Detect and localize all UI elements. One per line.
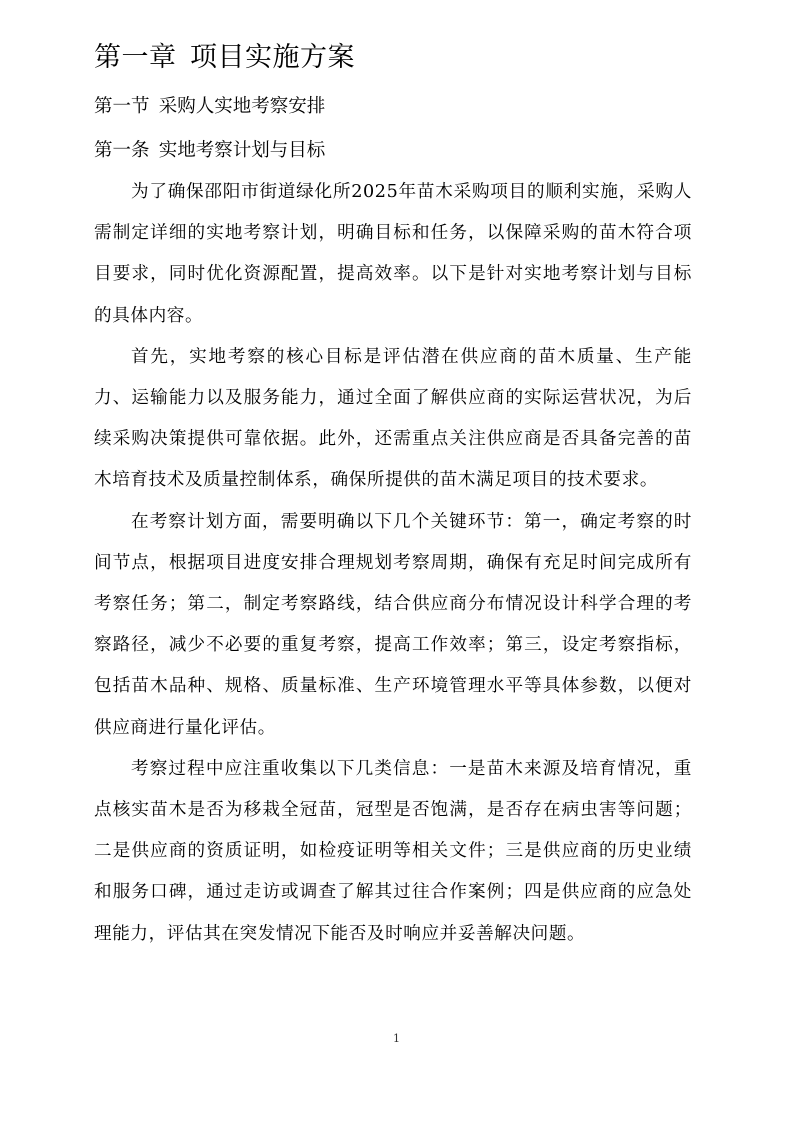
paragraph-objectives: 首先，实地考察的核心目标是评估潜在供应商的苗木质量、生产能力、运输能力以及服务能力，通过全面了解供应商的实际运营状况，为后续采购决策提供可靠依据。此外，还需重点关注供应商是否具备完善的苗木培育技术及质量控制体系，确保所提供的苗木满足项目的技术要求。 — [94, 346, 692, 491]
paragraph-info-collection: 考察过程中应注重收集以下几类信息：一是苗木来源及培育情况，重点核实苗木是否为移栽全冠苗，冠型是否饱满，是否存在病虫害等问题；二是供应商的资质证明，如检疫证明等相关文件；三是供应商的历史业绩和服务口碑，通过走访或调查了解其过往合作案例；四是供应商的应急处理能力，评估其在突发情况下能否及时响应并妥善解决问题。 — [94, 758, 692, 944]
paragraph-plan: 在考察计划方面，需要明确以下几个关键环节：第一，确定考察的时间节点，根据项目进度安排合理规划考察周期，确保有充足时间完成所有考察任务；第二，制定考察路线，结合供应商分布情况设计科学合理的考察路径，减少不必要的重复考察，提高工作效率；第三，设定考察指标，包括苗木品种、规格、质量标准、生产环境管理水平等具体参数，以便对供应商进行量化评估。 — [94, 511, 692, 738]
section-title: 采购人实地考察安排 — [158, 96, 326, 117]
article-number: 第一条 — [94, 140, 150, 161]
chapter-title: 项目实施方案 — [190, 42, 355, 73]
paragraph-intro: 为了确保邵阳市街道绿化所2025年苗木采购项目的顺利实施，采购人需制定详细的实地考察计划，明确目标和任务，以保障采购的苗木符合项目要求，同时优化资源配置，提高效率。以下是针对实地考察计划与目标的具体内容。 — [94, 182, 692, 326]
body-text — [94, 172, 692, 955]
section-number: 第一节 — [94, 96, 150, 117]
chapter-heading — [94, 38, 355, 78]
chapter-number: 第一章 — [94, 42, 177, 73]
article-heading — [94, 136, 325, 166]
section-heading — [94, 92, 325, 122]
page-number: 1 — [393, 1032, 400, 1045]
article-title: 实地考察计划与目标 — [158, 140, 326, 161]
